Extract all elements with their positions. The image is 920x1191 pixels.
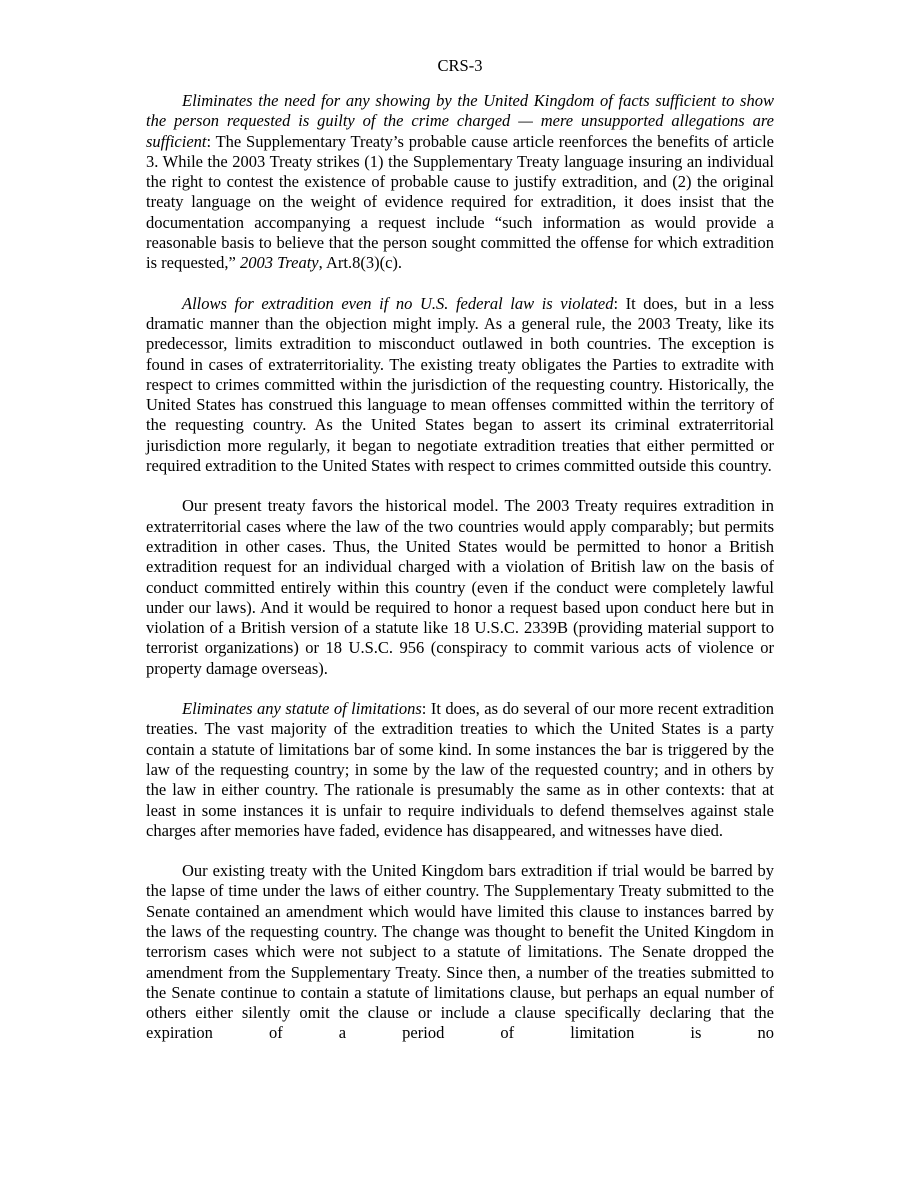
paragraph-text: : It does, as do several of our more recent extradition treaties. The vast majority of the extradition treaties to which the United States is a party contain a statute of limitations bar of some kind. In some instances the bar is triggered by the law of the requesting country; in some by the law of the requested country; and in others by the law in either country. The rationale is presumably the same as in other contexts: that at least in some instances it is unfair to require individuals to defend themselves against stale charges after memories have faded, evidence has disappeared, and witnesses have died.	[146, 699, 775, 840]
paragraph-federal-law	[146, 294, 774, 477]
paragraph-probable-cause	[146, 91, 774, 274]
objection-heading: Allows for extradition even if no U.S. federal law is violated	[182, 293, 614, 313]
paragraph-historical-model	[146, 496, 774, 679]
paragraph-statute-of-limitations	[146, 699, 774, 841]
page-number-header: CRS-3	[437, 56, 483, 75]
paragraph-text: Our present treaty favors the historical model. The 2003 Treaty requires extradition in extraterritorial cases where the law of the two countries would apply comparably; but permits extradition in other cases. Thus, the United States would be permitted to honor a British extradition request for an individual charged with a violation of British law on the basis of conduct committed entirely within this country (even if the conduct were completely lawful under our laws). And it would be required to honor a request based upon conduct here but in violation of a British version of a statute like 18 U.S.C. 2339B (providing material support to terrorist organizations) or 18 U.S.C. 956 (conspiracy to commit various acts of violence or property damage overseas).	[146, 496, 774, 678]
paragraph-existing-treaty	[146, 861, 774, 1044]
objection-heading: Eliminates the need for any showing by the United Kingdom of facts sufficient to show the person requested is guilty of the crime charged — mere unsupported allegations are sufficient	[146, 91, 774, 151]
objection-heading: Eliminates any statute of limitations	[182, 699, 422, 719]
paragraph-text: , Art.8(3)(c).	[318, 253, 403, 273]
document-page	[146, 56, 774, 1044]
paragraph-text: Our existing treaty with the United Kingdom bars extradition if trial would be barred by the lapse of time under the laws of either country. The Supplementary Treaty submitted to the Senate contained an amendment which would have limited this clause to instances barred by the laws of the requesting country. The change was thought to benefit the United Kingdom in terrorism cases which were not subject to a statute of limitations. The Senate dropped the amendment from the Supplementary Treaty. Since then, a number of the treaties submitted to the Senate continue to contain a statute of limitations clause, but perhaps an equal number of others either silently omit the clause or include a clause specifically declaring that the expiration of a period of limitation is no	[146, 861, 774, 1043]
paragraph-text: : The Supplementary Treaty’s probable cause article reenforces the benefits of article 3. While the 2003 Treaty strikes (1) the Supplementary Treaty language insuring an individual the right to contest the existence of probable cause to justify extradition, and (2) the original treaty language on the weight of evidence required for extradition, it does insist that the documentation accompanying a request include “such information as would provide a reasonable basis to believe that the person sought committed the offense for which extradition is requested,”	[146, 131, 774, 273]
paragraph-text: : It does, but in a less dramatic manner than the objection might imply. As a general rule, the 2003 Treaty, like its predecessor, limits extradition to misconduct outlawed in both countries. The exception is found in cases of extraterritoriality. The existing treaty obligates the Parties to extradite with respect to crimes committed within the jurisdiction of the requesting country. Historically, the United States has construed this language to mean offenses committed within the territory of the requesting country. As the United States began to assert its criminal extraterritorial jurisdiction more regularly, it began to negotiate extradition treaties that either permitted or required extradition to the United States with respect to crimes committed outside this country.	[146, 293, 774, 476]
treaty-citation: 2003 Treaty	[239, 253, 319, 273]
